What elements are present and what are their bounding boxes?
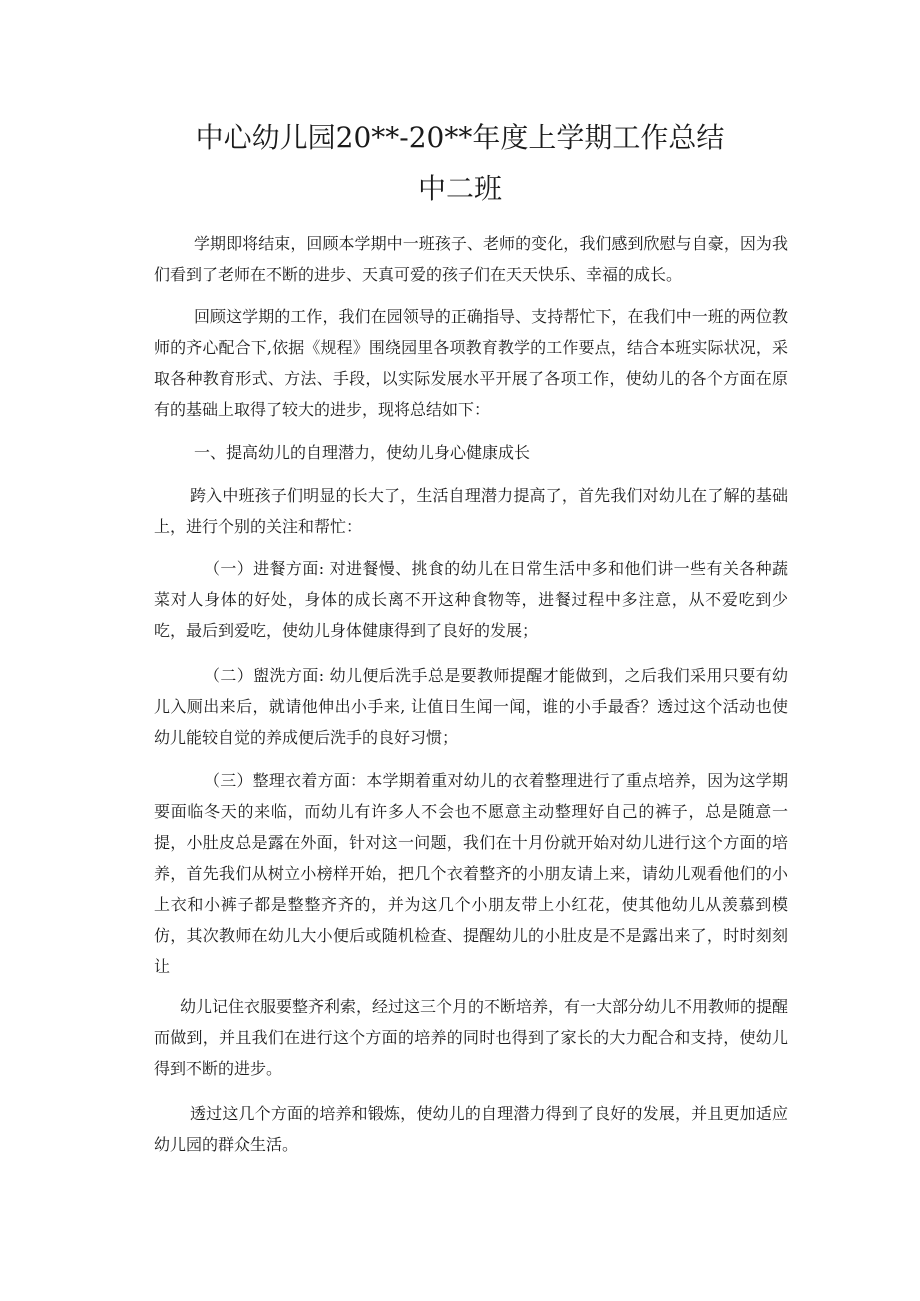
- paragraph-clothing-result: 幼儿记住衣服要整齐利索，经过这三个月的不断培养，有一大部分幼儿不用教师的提醒而做到，并且我们在进行这个方面的培养的同时也得到了家长的大力配合和支持，使幼儿得到不断的进步。: [154, 997, 789, 1078]
- section-heading-1: 一、提高幼儿的自理潜力，使幼儿身心健康成长: [194, 443, 531, 462]
- paragraph-summary: 透过这几个方面的培养和锻炼，使幼儿的自理潜力得到了良好的发展，并且更加适应幼儿园的群众生活。: [154, 1104, 788, 1154]
- paragraph-review: 回顾这学期的工作，我们在园领导的正确指导、支持帮忙下，在我们中一班的两位教师的齐心配合下,依据《规程》围绕园里各项教育教学的工作要点，结合本班实际状况，采取各种教育形式、方法、手段，以实际发展水平开展了各项工作，使幼儿的各个方面在原有的基础上取得了较大的进步，现将总结如下：: [154, 307, 788, 419]
- class-subtitle: 中二班: [417, 172, 502, 205]
- paragraph-clothing: （三）整理衣着方面：本学期着重对幼儿的衣着整理进行了重点培养，因为这学期要面临冬天的来临，而幼儿有许多人不会也不愿意主动整理好自己的裤子，总是随意一提，小肚皮总是露在外面，针对这一问题，我们在十月份就开始对幼儿进行这个方面的培养，首先我们从树立小榜样开始，把几个衣着整齐的小朋友请上来，请幼儿观看他们的小上衣和小裤子都是整整齐齐的，并为这几个小朋友带上小红花，使其他幼儿从羡慕到模仿，其次教师在幼儿大小便后或随机检查、提醒幼儿的小肚皮是不是露出来了，时时刻刻让: [154, 771, 788, 976]
- document-title: 中心幼儿园20**-20**年度上学期工作总结: [195, 121, 725, 154]
- paragraph-washing: （二）盥洗方面: 幼儿便后洗手总是要教师提醒才能做到，之后我们采用只要有幼儿入厕出来后，就请他伸出小手来, 让值日生闻一闻，谁的小手最香？透过这个活动也使幼儿能较自觉的养成便后洗手的良好习惯；: [154, 666, 788, 747]
- paragraph-self-care-intro: 跨入中班孩子们明显的长大了，生活自理潜力提高了，首先我们对幼儿在了解的基础上，进行个别的关注和帮忙：: [154, 486, 788, 536]
- paragraph-intro: 学期即将结束，回顾本学期中一班孩子、老师的变化，我们感到欣慰与自豪，因为我们看到了老师在不断的进步、天真可爱的孩子们在天天快乐、幸福的成长。: [154, 234, 788, 284]
- paragraph-dining: （一）进餐方面: 对进餐慢、挑食的幼儿在日常生活中多和他们讲一些有关各种蔬菜对人身体的好处，身体的成长离不开这种食物等，进餐过程中多注意，从不爱吃到少吃，最后到爱吃，使幼儿身体健康得到了良好的发展；: [154, 559, 788, 640]
